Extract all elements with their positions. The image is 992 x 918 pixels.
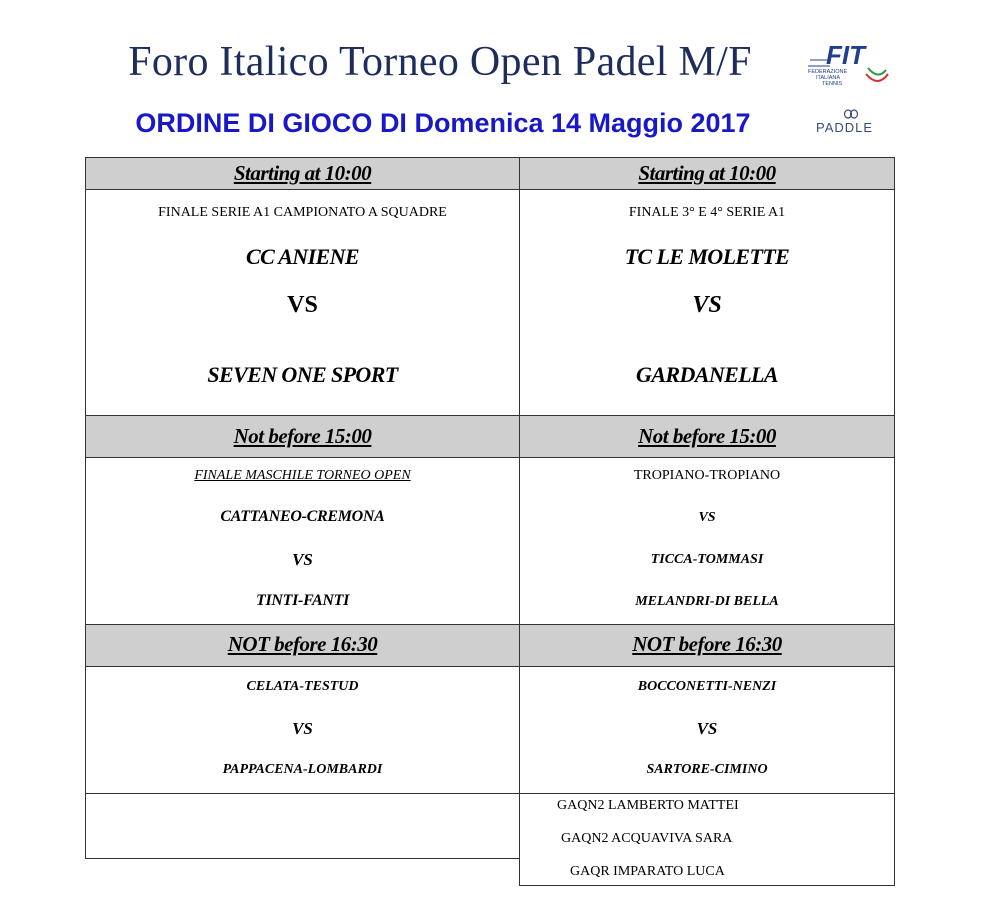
- event-name: FINALE 3° E 4° SERIE A1: [628, 205, 786, 220]
- team-extra: MELANDRI-DI BELLA: [635, 594, 779, 609]
- team-home: TC LE MOLETTE: [624, 244, 790, 269]
- header-time-text: NOT before 16:30: [632, 632, 782, 656]
- session-1-right-match: [519, 189, 895, 416]
- session-2-left-match: [85, 457, 520, 625]
- empty-cell: [85, 793, 520, 859]
- svg-text:ITALIANA: ITALIANA: [816, 75, 841, 81]
- session-3-left-match: [85, 666, 520, 794]
- session-1-left-header: [85, 157, 520, 190]
- page-title: Foro Italico Torneo Open Padel M/F: [128, 39, 752, 85]
- team-away: SARTORE-CIMINO: [646, 762, 768, 777]
- referee-name: GAQN2 LAMBERTO MATTEI: [557, 798, 739, 813]
- session-1-right-header: [519, 157, 895, 190]
- referee-name: GAQN2 ACQUAVIVA SARA: [561, 831, 733, 846]
- versus-label: VS: [698, 510, 716, 525]
- versus-label: VS: [692, 292, 722, 318]
- session-3-left-header: [85, 624, 520, 667]
- team-home: BOCCONETTI-NENZI: [637, 679, 777, 694]
- team-away: TINTI-FANTI: [255, 592, 349, 609]
- event-name: FINALE MASCHILE TORNEO OPEN: [194, 468, 411, 483]
- team-away: SEVEN ONE SPORT: [207, 362, 398, 387]
- header-time-text: NOT before 16:30: [227, 632, 378, 656]
- session-3-right-match: [519, 666, 895, 794]
- session-3-right-header: [519, 624, 895, 667]
- header-time-text: Not before 15:00: [638, 424, 776, 448]
- fit-logo-icon: [806, 40, 890, 90]
- team-away: TICCA-TOMMASI: [650, 552, 764, 567]
- paddle-logo-text: PADDLE: [816, 120, 874, 135]
- session-2-right-match: [519, 457, 895, 625]
- referees-cell: [519, 793, 895, 886]
- team-away: PAPPACENA-LOMBARDI: [222, 762, 383, 777]
- paddle-logo-icon: [812, 108, 884, 138]
- header-time-text: Starting at 10:00: [233, 161, 372, 185]
- team-home: TROPIANO-TROPIANO: [633, 468, 781, 483]
- referee-name: GAQR IMPARATO LUCA: [570, 864, 725, 879]
- versus-label: VS: [292, 719, 313, 738]
- team-home: CELATA-TESTUD: [246, 679, 359, 694]
- header-time-text: Not before 15:00: [233, 424, 372, 448]
- session-1-left-match: [85, 189, 520, 416]
- versus-label: VS: [292, 550, 313, 569]
- svg-text:FEDERAZIONE: FEDERAZIONE: [808, 69, 848, 75]
- fit-logo-text: FIT: [826, 40, 865, 70]
- session-2-left-header: [85, 415, 520, 458]
- team-away: GARDANELLA: [636, 362, 778, 387]
- header-time-text: Starting at 10:00: [638, 161, 776, 185]
- team-home: CATTANEO-CREMONA: [220, 508, 385, 525]
- versus-label: VS: [287, 292, 318, 318]
- svg-text:TENNIS: TENNIS: [822, 81, 843, 87]
- versus-label: VS: [696, 719, 718, 738]
- team-home: CC ANIENE: [246, 244, 359, 269]
- event-name: FINALE SERIE A1 CAMPIONATO A SQUADRE: [158, 205, 447, 220]
- page-subtitle: ORDINE DI GIOCO DI Domenica 14 Maggio 2017: [135, 108, 751, 138]
- session-2-right-header: [519, 415, 895, 458]
